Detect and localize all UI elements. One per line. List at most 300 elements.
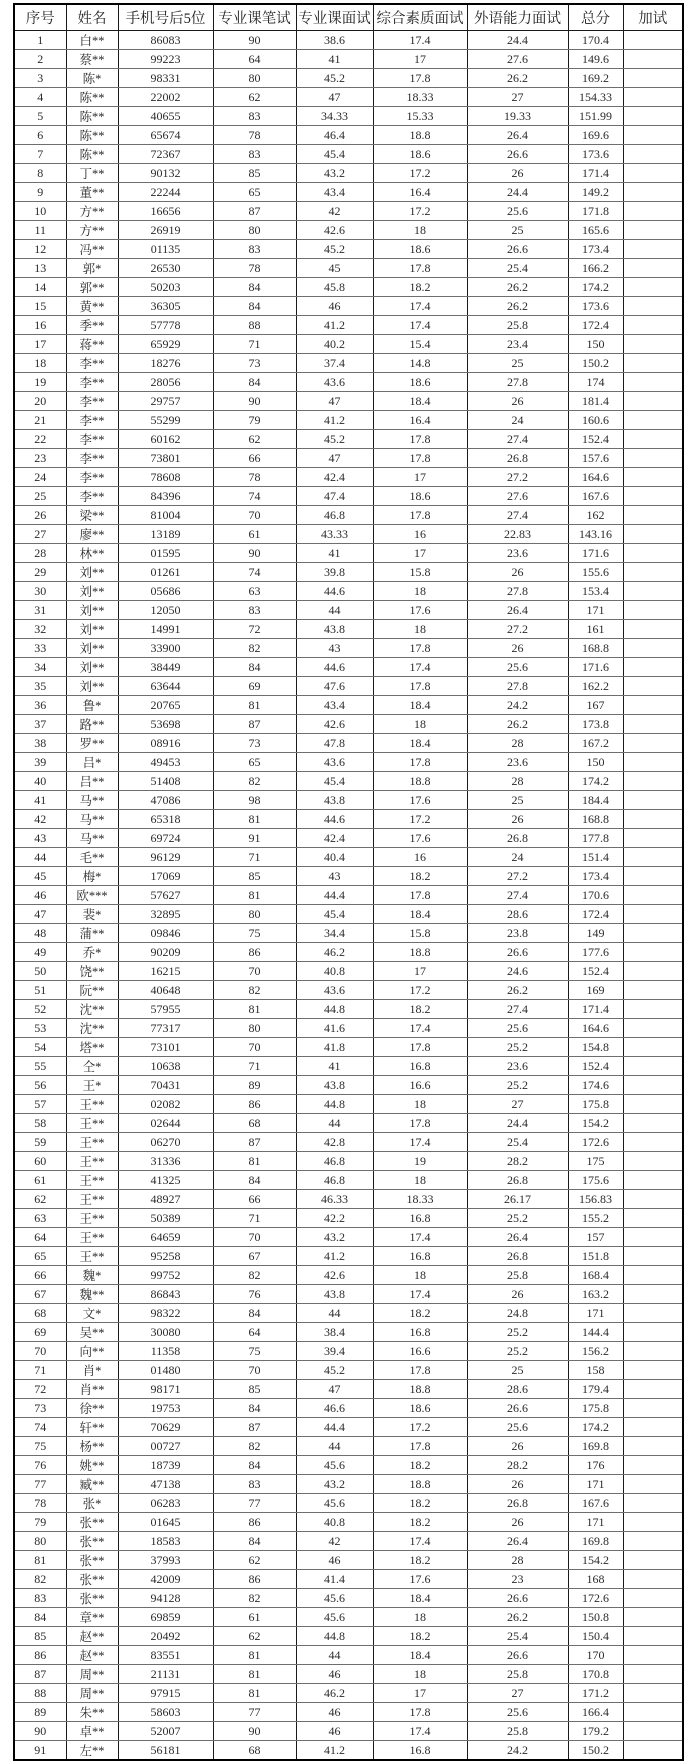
cell-seq: 90 (14, 1722, 66, 1741)
cell-written-test: 70 (213, 506, 296, 525)
cell-major-interview: 45.6 (296, 1456, 373, 1475)
cell-major-interview: 44.6 (296, 582, 373, 601)
table-row (14, 392, 683, 411)
cell-extra-test (623, 1589, 683, 1608)
cell-seq: 21 (14, 411, 66, 430)
table-row (14, 69, 683, 88)
table-row (14, 1399, 683, 1418)
cell-language-interview: 25.8 (467, 316, 568, 335)
cell-seq: 3 (14, 69, 66, 88)
cell-major-interview: 43.6 (296, 373, 373, 392)
cell-quality-interview: 17 (373, 544, 467, 563)
cell-seq: 46 (14, 886, 66, 905)
cell-phone: 01135 (118, 240, 213, 259)
cell-extra-test (623, 1057, 683, 1076)
cell-written-test: 80 (213, 69, 296, 88)
cell-total: 171.6 (568, 544, 623, 563)
cell-name: 陈* (66, 69, 118, 88)
cell-seq: 9 (14, 183, 66, 202)
cell-phone: 32895 (118, 905, 213, 924)
table-row (14, 1646, 683, 1665)
cell-major-interview: 45.4 (296, 772, 373, 791)
cell-language-interview: 26 (467, 810, 568, 829)
cell-written-test: 81 (213, 1646, 296, 1665)
cell-total: 174 (568, 373, 623, 392)
cell-quality-interview: 17.8 (373, 259, 467, 278)
cell-language-interview: 24.4 (467, 183, 568, 202)
cell-total: 169.8 (568, 1532, 623, 1551)
cell-name: 王** (66, 1247, 118, 1266)
cell-language-interview: 28.2 (467, 1152, 568, 1171)
cell-seq: 44 (14, 848, 66, 867)
cell-name: 卓** (66, 1722, 118, 1741)
cell-quality-interview: 19 (373, 1152, 467, 1171)
cell-total: 158 (568, 1361, 623, 1380)
cell-total: 150 (568, 335, 623, 354)
cell-extra-test (623, 1513, 683, 1532)
table-row (14, 373, 683, 392)
cell-written-test: 90 (213, 31, 296, 50)
cell-extra-test (623, 677, 683, 696)
cell-name: 董** (66, 183, 118, 202)
cell-language-interview: 26.6 (467, 145, 568, 164)
cell-language-interview: 24.6 (467, 962, 568, 981)
cell-phone: 50203 (118, 278, 213, 297)
cell-name: 姚** (66, 1456, 118, 1475)
cell-name: 陈** (66, 107, 118, 126)
cell-major-interview: 42.4 (296, 829, 373, 848)
cell-extra-test (623, 183, 683, 202)
cell-quality-interview: 16.6 (373, 1076, 467, 1095)
cell-language-interview: 26.8 (467, 1247, 568, 1266)
cell-total: 167.6 (568, 1494, 623, 1513)
cell-written-test: 83 (213, 1475, 296, 1494)
cell-quality-interview: 18 (373, 715, 467, 734)
cell-total: 173.6 (568, 297, 623, 316)
cell-language-interview: 27.8 (467, 677, 568, 696)
cell-major-interview: 43.8 (296, 1076, 373, 1095)
cell-written-test: 98 (213, 791, 296, 810)
cell-written-test: 71 (213, 335, 296, 354)
cell-seq: 68 (14, 1304, 66, 1323)
cell-name: 蒲** (66, 924, 118, 943)
cell-major-interview: 45.2 (296, 240, 373, 259)
cell-major-interview: 45.4 (296, 145, 373, 164)
cell-seq: 59 (14, 1133, 66, 1152)
cell-major-interview: 47 (296, 392, 373, 411)
cell-major-interview: 46.33 (296, 1190, 373, 1209)
cell-phone: 95258 (118, 1247, 213, 1266)
cell-phone: 47138 (118, 1475, 213, 1494)
cell-quality-interview: 17.8 (373, 69, 467, 88)
cell-name: 季** (66, 316, 118, 335)
cell-quality-interview: 17.8 (373, 677, 467, 696)
cell-total: 170.4 (568, 31, 623, 50)
cell-name: 欧*** (66, 886, 118, 905)
cell-seq: 70 (14, 1342, 66, 1361)
cell-extra-test (623, 50, 683, 69)
table-row (14, 1057, 683, 1076)
cell-written-test: 74 (213, 563, 296, 582)
cell-seq: 39 (14, 753, 66, 772)
cell-written-test: 84 (213, 1532, 296, 1551)
cell-extra-test (623, 1532, 683, 1551)
table-row (14, 1380, 683, 1399)
cell-name: 张** (66, 1570, 118, 1589)
cell-name: 李** (66, 354, 118, 373)
cell-name: 刘** (66, 563, 118, 582)
table-row (14, 696, 683, 715)
cell-major-interview: 46 (296, 1665, 373, 1684)
cell-language-interview: 26 (467, 639, 568, 658)
cell-major-interview: 38.4 (296, 1323, 373, 1342)
cell-name: 魏* (66, 1266, 118, 1285)
cell-seq: 16 (14, 316, 66, 335)
table-row (14, 1038, 683, 1057)
cell-seq: 50 (14, 962, 66, 981)
cell-phone: 65318 (118, 810, 213, 829)
table-row (14, 1304, 683, 1323)
cell-extra-test (623, 1399, 683, 1418)
cell-seq: 67 (14, 1285, 66, 1304)
cell-quality-interview: 17.2 (373, 981, 467, 1000)
cell-major-interview: 45.4 (296, 905, 373, 924)
cell-extra-test (623, 525, 683, 544)
cell-total: 152.4 (568, 430, 623, 449)
cell-major-interview: 43.2 (296, 1228, 373, 1247)
cell-language-interview: 28 (467, 772, 568, 791)
cell-name: 裴* (66, 905, 118, 924)
cell-total: 154.2 (568, 1114, 623, 1133)
cell-quality-interview: 18.2 (373, 1627, 467, 1646)
cell-phone: 30080 (118, 1323, 213, 1342)
cell-major-interview: 43.8 (296, 620, 373, 639)
cell-language-interview: 25.6 (467, 658, 568, 677)
cell-written-test: 62 (213, 430, 296, 449)
cell-name: 陈** (66, 145, 118, 164)
cell-major-interview: 43.8 (296, 791, 373, 810)
cell-phone: 38449 (118, 658, 213, 677)
cell-phone: 78608 (118, 468, 213, 487)
cell-written-test: 62 (213, 1551, 296, 1570)
cell-seq: 42 (14, 810, 66, 829)
cell-extra-test (623, 335, 683, 354)
cell-written-test: 82 (213, 1266, 296, 1285)
cell-quality-interview: 18 (373, 221, 467, 240)
cell-seq: 52 (14, 1000, 66, 1019)
cell-major-interview: 46 (296, 1703, 373, 1722)
cell-name: 张** (66, 1589, 118, 1608)
cell-seq: 6 (14, 126, 66, 145)
cell-name: 肖** (66, 1380, 118, 1399)
cell-total: 179.2 (568, 1722, 623, 1741)
cell-phone: 63644 (118, 677, 213, 696)
cell-seq: 25 (14, 487, 66, 506)
cell-name: 阮** (66, 981, 118, 1000)
cell-language-interview: 27.4 (467, 506, 568, 525)
cell-name: 张** (66, 1532, 118, 1551)
cell-phone: 48927 (118, 1190, 213, 1209)
cell-extra-test (623, 734, 683, 753)
cell-total: 168 (568, 1570, 623, 1589)
cell-seq: 5 (14, 107, 66, 126)
cell-name: 刘** (66, 677, 118, 696)
cell-phone: 72367 (118, 145, 213, 164)
cell-extra-test (623, 1228, 683, 1247)
cell-language-interview: 27 (467, 1684, 568, 1703)
table-row (14, 1209, 683, 1228)
cell-written-test: 63 (213, 582, 296, 601)
cell-extra-test (623, 1380, 683, 1399)
cell-quality-interview: 17.8 (373, 1361, 467, 1380)
cell-name: 文* (66, 1304, 118, 1323)
cell-name: 方** (66, 221, 118, 240)
cell-written-test: 73 (213, 354, 296, 373)
cell-extra-test (623, 1171, 683, 1190)
cell-phone: 00727 (118, 1437, 213, 1456)
cell-name: 臧** (66, 1475, 118, 1494)
cell-language-interview: 25.2 (467, 1209, 568, 1228)
table-row (14, 886, 683, 905)
cell-language-interview: 26.6 (467, 1399, 568, 1418)
cell-phone: 21131 (118, 1665, 213, 1684)
cell-total: 143.16 (568, 525, 623, 544)
cell-phone: 11358 (118, 1342, 213, 1361)
cell-total: 154.33 (568, 88, 623, 107)
cell-total: 169.2 (568, 69, 623, 88)
cell-seq: 83 (14, 1589, 66, 1608)
cell-name: 杨** (66, 1437, 118, 1456)
cell-seq: 29 (14, 563, 66, 582)
cell-major-interview: 41 (296, 1057, 373, 1076)
cell-name: 李** (66, 487, 118, 506)
cell-total: 167 (568, 696, 623, 715)
cell-total: 165.6 (568, 221, 623, 240)
cell-major-interview: 47.6 (296, 677, 373, 696)
cell-seq: 20 (14, 392, 66, 411)
table-row (14, 1019, 683, 1038)
cell-seq: 7 (14, 145, 66, 164)
cell-major-interview: 44.8 (296, 1000, 373, 1019)
cell-total: 175 (568, 1152, 623, 1171)
cell-extra-test (623, 202, 683, 221)
cell-name: 马** (66, 810, 118, 829)
cell-quality-interview: 18.4 (373, 1589, 467, 1608)
cell-name: 饶** (66, 962, 118, 981)
cell-name: 马** (66, 829, 118, 848)
cell-major-interview: 44.4 (296, 1418, 373, 1437)
cell-quality-interview: 17.4 (373, 1285, 467, 1304)
cell-total: 157 (568, 1228, 623, 1247)
cell-major-interview: 45.6 (296, 1494, 373, 1513)
cell-extra-test (623, 981, 683, 1000)
cell-quality-interview: 18.33 (373, 88, 467, 107)
cell-major-interview: 43.4 (296, 696, 373, 715)
cell-phone: 22244 (118, 183, 213, 202)
cell-seq: 4 (14, 88, 66, 107)
cell-extra-test (623, 1209, 683, 1228)
cell-extra-test (623, 715, 683, 734)
cell-extra-test (623, 1418, 683, 1437)
column-header-language-interview: 外语能力面试 (467, 4, 568, 31)
cell-written-test: 64 (213, 1323, 296, 1342)
cell-written-test: 61 (213, 1608, 296, 1627)
cell-quality-interview: 17.6 (373, 829, 467, 848)
table-row (14, 848, 683, 867)
cell-written-test: 70 (213, 962, 296, 981)
cell-extra-test (623, 316, 683, 335)
cell-phone: 94128 (118, 1589, 213, 1608)
cell-seq: 27 (14, 525, 66, 544)
cell-written-test: 85 (213, 867, 296, 886)
cell-seq: 74 (14, 1418, 66, 1437)
cell-major-interview: 43.33 (296, 525, 373, 544)
cell-quality-interview: 18.8 (373, 126, 467, 145)
cell-quality-interview: 16.8 (373, 1209, 467, 1228)
cell-quality-interview: 18 (373, 1171, 467, 1190)
cell-name: 周** (66, 1684, 118, 1703)
cell-extra-test (623, 392, 683, 411)
cell-written-test: 61 (213, 525, 296, 544)
cell-written-test: 84 (213, 658, 296, 677)
cell-seq: 38 (14, 734, 66, 753)
cell-extra-test (623, 164, 683, 183)
cell-total: 167.6 (568, 487, 623, 506)
cell-extra-test (623, 1323, 683, 1342)
table-row (14, 487, 683, 506)
cell-name: 郭** (66, 278, 118, 297)
cell-quality-interview: 18.2 (373, 867, 467, 886)
cell-extra-test (623, 791, 683, 810)
cell-total: 169.6 (568, 126, 623, 145)
header-row (14, 4, 683, 31)
table-row (14, 1361, 683, 1380)
cell-phone: 08916 (118, 734, 213, 753)
cell-name: 梁** (66, 506, 118, 525)
cell-major-interview: 42.6 (296, 221, 373, 240)
cell-written-test: 77 (213, 1703, 296, 1722)
cell-seq: 23 (14, 449, 66, 468)
table-row (14, 1741, 683, 1761)
cell-written-test: 76 (213, 1285, 296, 1304)
cell-total: 173.8 (568, 715, 623, 734)
cell-seq: 45 (14, 867, 66, 886)
cell-total: 170.8 (568, 1665, 623, 1684)
cell-total: 162 (568, 506, 623, 525)
cell-phone: 73801 (118, 449, 213, 468)
cell-seq: 13 (14, 259, 66, 278)
cell-written-test: 68 (213, 1114, 296, 1133)
cell-total: 164.6 (568, 1019, 623, 1038)
cell-name: 左** (66, 1741, 118, 1761)
cell-seq: 1 (14, 31, 66, 50)
cell-seq: 60 (14, 1152, 66, 1171)
cell-language-interview: 22.83 (467, 525, 568, 544)
cell-phone: 69724 (118, 829, 213, 848)
cell-seq: 22 (14, 430, 66, 449)
cell-major-interview: 40.2 (296, 335, 373, 354)
cell-seq: 85 (14, 1627, 66, 1646)
cell-extra-test (623, 259, 683, 278)
cell-total: 171 (568, 601, 623, 620)
cell-phone: 01480 (118, 1361, 213, 1380)
cell-seq: 32 (14, 620, 66, 639)
cell-phone: 16656 (118, 202, 213, 221)
cell-name: 赵** (66, 1627, 118, 1646)
cell-total: 170 (568, 1646, 623, 1665)
cell-written-test: 81 (213, 886, 296, 905)
cell-language-interview: 25.2 (467, 1323, 568, 1342)
cell-seq: 81 (14, 1551, 66, 1570)
cell-extra-test (623, 886, 683, 905)
cell-phone: 41325 (118, 1171, 213, 1190)
cell-seq: 65 (14, 1247, 66, 1266)
cell-seq: 84 (14, 1608, 66, 1627)
table-row (14, 430, 683, 449)
cell-quality-interview: 18.6 (373, 240, 467, 259)
cell-major-interview: 39.4 (296, 1342, 373, 1361)
cell-total: 155.2 (568, 1209, 623, 1228)
cell-written-test: 66 (213, 1190, 296, 1209)
cell-written-test: 71 (213, 1209, 296, 1228)
cell-quality-interview: 14.8 (373, 354, 467, 373)
cell-quality-interview: 18 (373, 1095, 467, 1114)
cell-total: 154.2 (568, 1551, 623, 1570)
cell-phone: 69859 (118, 1608, 213, 1627)
cell-total: 171.6 (568, 658, 623, 677)
cell-total: 171.2 (568, 1684, 623, 1703)
cell-extra-test (623, 639, 683, 658)
cell-seq: 37 (14, 715, 66, 734)
cell-phone: 51408 (118, 772, 213, 791)
table-row (14, 449, 683, 468)
cell-quality-interview: 18.4 (373, 734, 467, 753)
cell-extra-test (623, 563, 683, 582)
cell-name: 陈** (66, 88, 118, 107)
column-header-phone: 手机号后5位 (118, 4, 213, 31)
cell-extra-test (623, 297, 683, 316)
cell-quality-interview: 17.4 (373, 1133, 467, 1152)
cell-major-interview: 46 (296, 1551, 373, 1570)
table-row (14, 240, 683, 259)
cell-quality-interview: 16.8 (373, 1741, 467, 1761)
cell-extra-test (623, 1019, 683, 1038)
cell-language-interview: 26.2 (467, 981, 568, 1000)
cell-seq: 88 (14, 1684, 66, 1703)
cell-seq: 14 (14, 278, 66, 297)
cell-quality-interview: 16.4 (373, 411, 467, 430)
table-row (14, 1342, 683, 1361)
table-row (14, 1437, 683, 1456)
cell-major-interview: 43 (296, 867, 373, 886)
cell-seq: 15 (14, 297, 66, 316)
cell-name: 向** (66, 1342, 118, 1361)
cell-quality-interview: 18.2 (373, 1304, 467, 1323)
cell-total: 172.4 (568, 905, 623, 924)
cell-major-interview: 46.8 (296, 506, 373, 525)
cell-quality-interview: 18 (373, 620, 467, 639)
cell-phone: 16215 (118, 962, 213, 981)
cell-quality-interview: 18.4 (373, 392, 467, 411)
cell-language-interview: 26 (467, 164, 568, 183)
cell-written-test: 75 (213, 1342, 296, 1361)
cell-extra-test (623, 1285, 683, 1304)
cell-quality-interview: 18.6 (373, 373, 467, 392)
cell-seq: 35 (14, 677, 66, 696)
cell-language-interview: 25.2 (467, 1342, 568, 1361)
cell-language-interview: 27.8 (467, 582, 568, 601)
cell-written-test: 81 (213, 1665, 296, 1684)
